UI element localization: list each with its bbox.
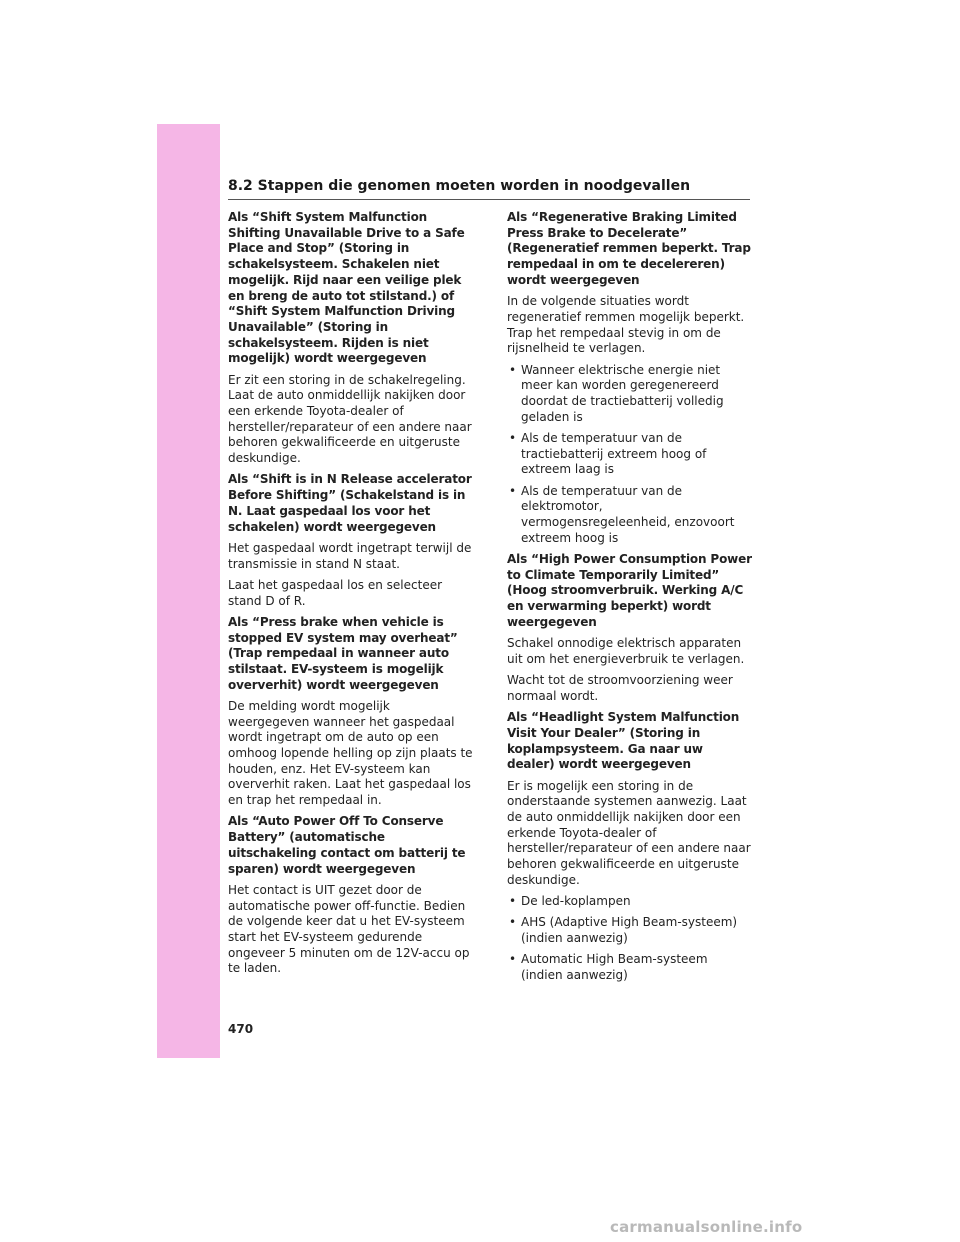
heading-press-brake: Als “Press brake when vehicle is stopped EV system may overheat” (Trap rempedaal in wanneer auto stilstaat. EV-systeem is mogelijk oververhit) wordt weergegeven (228, 614, 458, 692)
list-item: • De led-koplampen (507, 894, 752, 910)
list-regen-braking (507, 363, 752, 547)
para-shift-n-1: Het gaspedaal wordt ingetrapt terwijl de transmissie in stand N staat. (228, 540, 472, 571)
watermark: carmanualsonline.info (610, 1218, 803, 1236)
para-headlight: Er is mogelijk een storing in de onderstaande systemen aanwezig. Laat de auto onmiddellijk nakijken door een erkende Toyota-dealer of hersteller/reparateur of een andere naar behoren gekwalificeerde en uitgeruste deskundige. (507, 778, 751, 887)
heading-auto-power-off: Als “Auto Power Off To Conserve Battery” (automatische uitschakeling contact om batterij te sparen) wordt weergegeven (228, 814, 466, 876)
heading-shift-n: Als “Shift is in N Release accelerator Before Shifting” (Schakelstand is in N. Laat gaspedaal los voor het schakelen) wordt weergegeven (228, 472, 472, 534)
para-auto-power-off: Het contact is UIT gezet door de automatische power off-functie. Bedien de volgende keer dat u het EV-systeem start het EV-systeem gedurende ongeveer 5 minuten om de 12V-accu op te laden. (228, 882, 470, 976)
list-item: • AHS (Adaptive High Beam-systeem) (indien aanwezig) (507, 915, 752, 946)
section-header: 8.2 Stappen die genomen moeten worden in noodgevallen (228, 178, 750, 200)
right-column (507, 210, 752, 989)
heading-shift-malfunction: Als “Shift System Malfunction Shifting Unavailable Drive to a Safe Place and Stop” (Storing in schakelsysteem. Schakelen niet mogelijk. Rijd naar een veilige plek en breng de auto tot stilstand.) of “Shift System Malfunction Driving Unavailable” (Storing in schakelsysteem. Rijden is niet mogelijk) wordt weergegeven (228, 210, 465, 366)
list-item: • Als de temperatuur van de tractiebatterij extreem hoog of extreem laag is (507, 431, 752, 478)
left-column (228, 210, 473, 983)
para-shift-n-2: Laat het gaspedaal los en selecteer stand D of R. (228, 577, 443, 608)
list-item: • Wanneer elektrische energie niet meer kan worden geregenereerd doordat de tractiebatterij volledig geladen is (507, 363, 752, 426)
list-headlight (507, 894, 752, 984)
heading-regen-braking: Als “Regenerative Braking Limited Press Brake to Decelerate” (Regeneratief remmen beperkt. Trap rempedaal in om te decelereren) wordt weergegeven (507, 210, 751, 287)
para-high-power-1: Schakel onnodige elektrisch apparaten uit om het energieverbruik te verlagen. (507, 636, 745, 666)
chapter-side-band (157, 124, 220, 1058)
para-press-brake: De melding wordt mogelijk weergegeven wanneer het gaspedaal wordt ingetrapt om de auto op een omhoog lopende helling op zijn plaats te houden, enz. Het EV-systeem kan oververhit raken. Laat het gaspedaal los en trap het rempedaal in. (228, 698, 473, 808)
heading-high-power: Als “High Power Consumption Power to Climate Temporarily Limited” (Hoog stroomverbruik. Werking A/C en verwarming beperkt) wordt weergegeven (507, 552, 752, 629)
list-item: • Als de temperatuur van de elektromotor, vermogensregeleenheid, enzovoort extreem hoog is (507, 484, 752, 547)
page-number: 470 (228, 1022, 254, 1036)
para-high-power-2: Wacht tot de stroomvoorziening weer normaal wordt. (507, 673, 733, 703)
para-shift-malfunction: Er zit een storing in de schakelregeling. Laat de auto onmiddellijk nakijken door een erkende Toyota-dealer of hersteller/reparateur of een andere naar behoren gekwalificeerde en uitgeruste deskundige. (228, 372, 472, 466)
list-item: • Automatic High Beam-systeem (indien aanwezig) (507, 952, 752, 983)
heading-headlight: Als “Headlight System Malfunction Visit Your Dealer” (Storing in koplampsysteem. Ga naar uw dealer) wordt weergegeven (507, 710, 740, 772)
para-regen-braking: In de volgende situaties wordt regeneratief remmen mogelijk beperkt. Trap het rempedaal stevig in om de rijsnelheid te verlagen. (507, 294, 745, 356)
